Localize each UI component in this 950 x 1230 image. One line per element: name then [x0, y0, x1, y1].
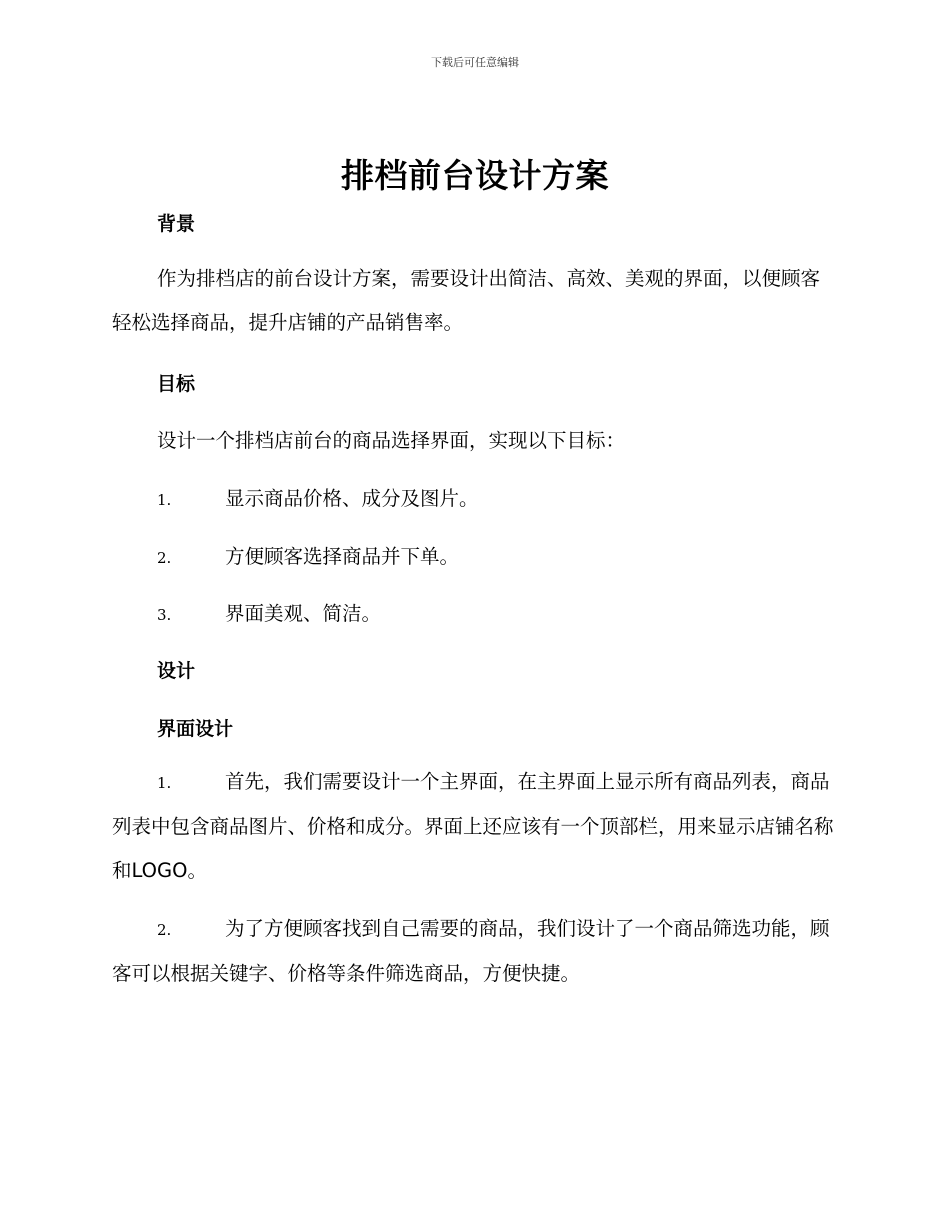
header-note: 下载后可任意编辑 — [431, 56, 519, 69]
goal-list-item — [157, 541, 459, 569]
document-title: 排档前台设计方案 — [341, 156, 609, 195]
list-text: 方便顾客选择商品并下单。 — [225, 545, 460, 568]
goal-list-item — [157, 598, 381, 626]
design-list-item — [112, 907, 837, 996]
heading-background: 背景 — [157, 213, 196, 235]
goal-intro: 设计一个排档店前台的商品选择界面，实现以下目标： — [157, 429, 626, 452]
list-number: 1. — [157, 774, 172, 792]
list-number: 1. — [157, 491, 172, 509]
list-text: 首先，我们需要设计一个主界面，在主界面上显示所有商品列表，商品列表中包含商品图片、价格和成分。界面上还应该有一个顶部栏，用来显示店铺名称和LOGO。 — [112, 770, 834, 882]
background-paragraph: 作为排档店的前台设计方案，需要设计出简洁、高效、美观的界面，以便顾客轻松选择商品，提升店铺的产品销售率。 — [112, 267, 821, 334]
heading-goal: 目标 — [157, 373, 196, 395]
list-number: 2. — [157, 921, 172, 939]
goal-list-item — [157, 483, 479, 511]
list-text: 为了方便顾客找到自己需要的商品，我们设计了一个商品筛选功能，顾客可以根据关键字、价格等条件筛选商品，方便快捷。 — [112, 917, 830, 985]
design-list-item — [112, 760, 837, 893]
list-number: 2. — [157, 549, 172, 567]
list-number: 3. — [157, 606, 172, 624]
heading-interface-design: 界面设计 — [157, 718, 234, 740]
list-text: 显示商品价格、成分及图片。 — [225, 487, 479, 510]
list-text: 界面美观、简洁。 — [225, 602, 382, 625]
heading-design: 设计 — [157, 660, 196, 682]
